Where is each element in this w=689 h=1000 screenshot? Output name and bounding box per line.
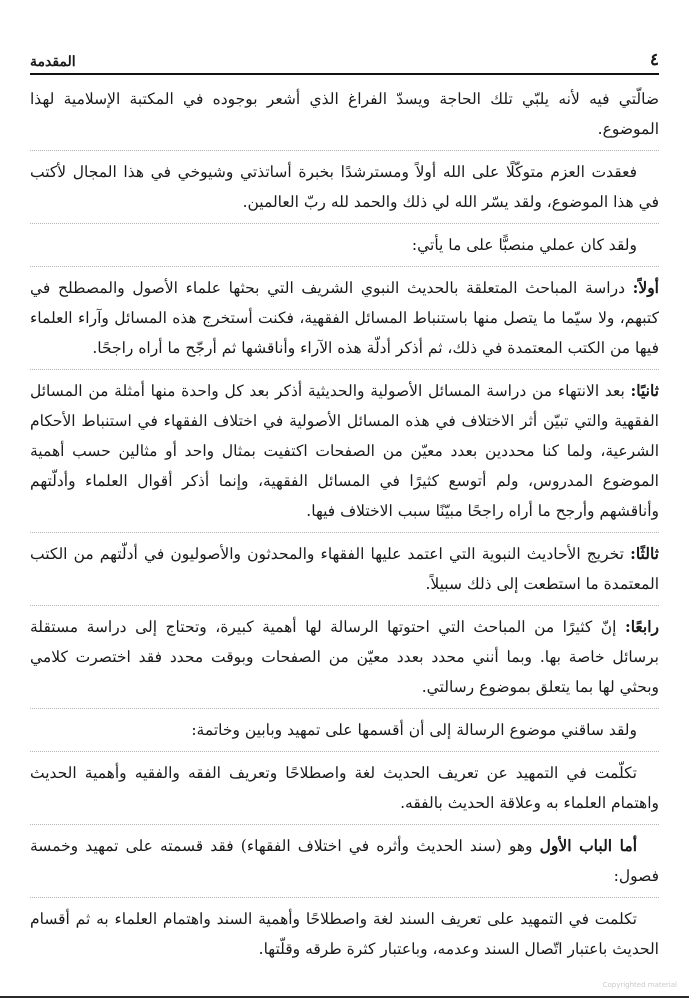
footer-rule: [0, 996, 689, 998]
page-body: [30, 84, 659, 970]
paragraph-text: فعقدت العزم متوكّلًا على الله أولاً ومسترشدًا بخبرة أساتذتي وشيوخي في هذا المجال لأكتب في هذا الموضوع، ولقد يسّر الله لي ذلك والحمد لله ربّ العالمين.: [30, 163, 659, 211]
paragraph-divider: [30, 897, 659, 898]
paragraph-third: [30, 539, 659, 599]
paragraph: [30, 230, 659, 260]
paragraph-text: دراسة المباحث المتعلقة بالحديث النبوي الشريف التي بحثها علماء الأصول والمصطلح في كتبهم، ولا سيّما ما يتصل منها باستنباط المسائل الفقهية، فكنت أستخرج هذه المسائل وآراء العلماء فيها من الكتب المعتمدة في ذلك، ثم أذكر أدلّة هذه الآراء وأناقشها ثم أرجّح ما أراه راجحًا.: [30, 279, 659, 357]
paragraph-divider: [30, 532, 659, 533]
paragraph-text: بعد الانتهاء من دراسة المسائل الأصولية والحديثية أذكر بعد كل واحدة منها أمثلة من المسائل الفقهية والتي تبيّن أثر الاختلاف في هذه المسائل الأصولية في اختلاف الفقهاء في استنباط الأحكام الشرعية، ولما كنا محددين بعدد معيّن من الصفحات اكتفيت بمثال واحد أو مثالين حسب أهمية الموضوع المدروس، ولم أتوسع كثيرًا في المسائل الفقهية، وإنما أذكر أقوال العلماء وأدلّتهم وأناقشهم وأرجح ما أراه راجحًا مبيّنًا سبب الاختلاف فيها.: [30, 382, 659, 520]
paragraph-divider: [30, 223, 659, 224]
running-header: [30, 48, 659, 70]
paragraph: [30, 84, 659, 144]
chapter-title: المقدمة: [30, 54, 76, 70]
watermark: Copyrighted material: [602, 981, 677, 989]
paragraph-lead: أما الباب الأول: [539, 836, 637, 855]
paragraph-divider: [30, 605, 659, 606]
paragraph-divider: [30, 824, 659, 825]
paragraph-text: تخريج الأحاديث النبوية التي اعتمد عليها الفقهاء والمحدثون والأصوليون في أدلّتهم من الكتب المعتمدة ما استطعت إلى ذلك سبيلاً.: [30, 545, 659, 593]
paragraph: [30, 904, 659, 964]
paragraph: [30, 758, 659, 818]
paragraph: [30, 157, 659, 217]
paragraph-lead: رابعًا:: [624, 617, 659, 636]
paragraph-lead: أولاً:: [632, 278, 659, 297]
paragraph-text: وهو (سند الحديث وأثره في اختلاف الفقهاء) فقد قسمته على تمهيد وخمسة فصول:: [30, 837, 659, 885]
paragraph-second: [30, 376, 659, 526]
paragraph-fourth: [30, 612, 659, 702]
paragraph-divider: [30, 708, 659, 709]
page-number: ٤: [649, 50, 659, 70]
paragraph-text: ضالّتي فيه لأنه يلبّي تلك الحاجة ويسدّ الفراغ الذي أشعر بوجوده في المكتبة الإسلامية لهذا الموضوع.: [30, 90, 659, 138]
paragraph-text: ولقد ساقني موضوع الرسالة إلى أن أقسمها على تمهيد وبابين وخاتمة:: [191, 721, 637, 739]
paragraph-text: تكلّمت في التمهيد عن تعريف الحديث لغة واصطلاحًا وتعريف الفقه والفقيه وأهمية الحديث واهتمام العلماء به وعلاقة الحديث بالفقه.: [30, 764, 659, 812]
paragraph-text: إنّ كثيرًا من المباحث التي احتوتها الرسالة لها أهمية كبيرة، وتحتاج إلى دراسة مستقلة برسائل خاصة بها. وبما أنني محدد بعدد معيّن من الصفحات وبوقت محدد فقد اختصرت كلامي وبحثي لها بما يتعلق بموضوع رسالتي.: [30, 618, 659, 696]
paragraph-divider: [30, 369, 659, 370]
header-rule: [30, 73, 659, 75]
paragraph-text: ولقد كان عملي منصبًّا على ما يأتي:: [411, 236, 637, 254]
paragraph-divider: [30, 751, 659, 752]
paragraph: [30, 715, 659, 745]
paragraph-part-one: [30, 831, 659, 891]
paragraph-first: [30, 273, 659, 363]
paragraph-lead: ثانيًا:: [630, 381, 659, 400]
paragraph-text: تكلمت في التمهيد على تعريف السند لغة واصطلاحًا وأهمية السند واهتمام العلماء به ثم أقسام الحديث باعتبار اتّصال السند وعدمه، وباعتبار كثرة طرقه وقلّتها.: [30, 910, 659, 958]
paragraph-divider: [30, 266, 659, 267]
paragraph-divider: [30, 150, 659, 151]
paragraph-lead: ثالثًا:: [630, 544, 659, 563]
